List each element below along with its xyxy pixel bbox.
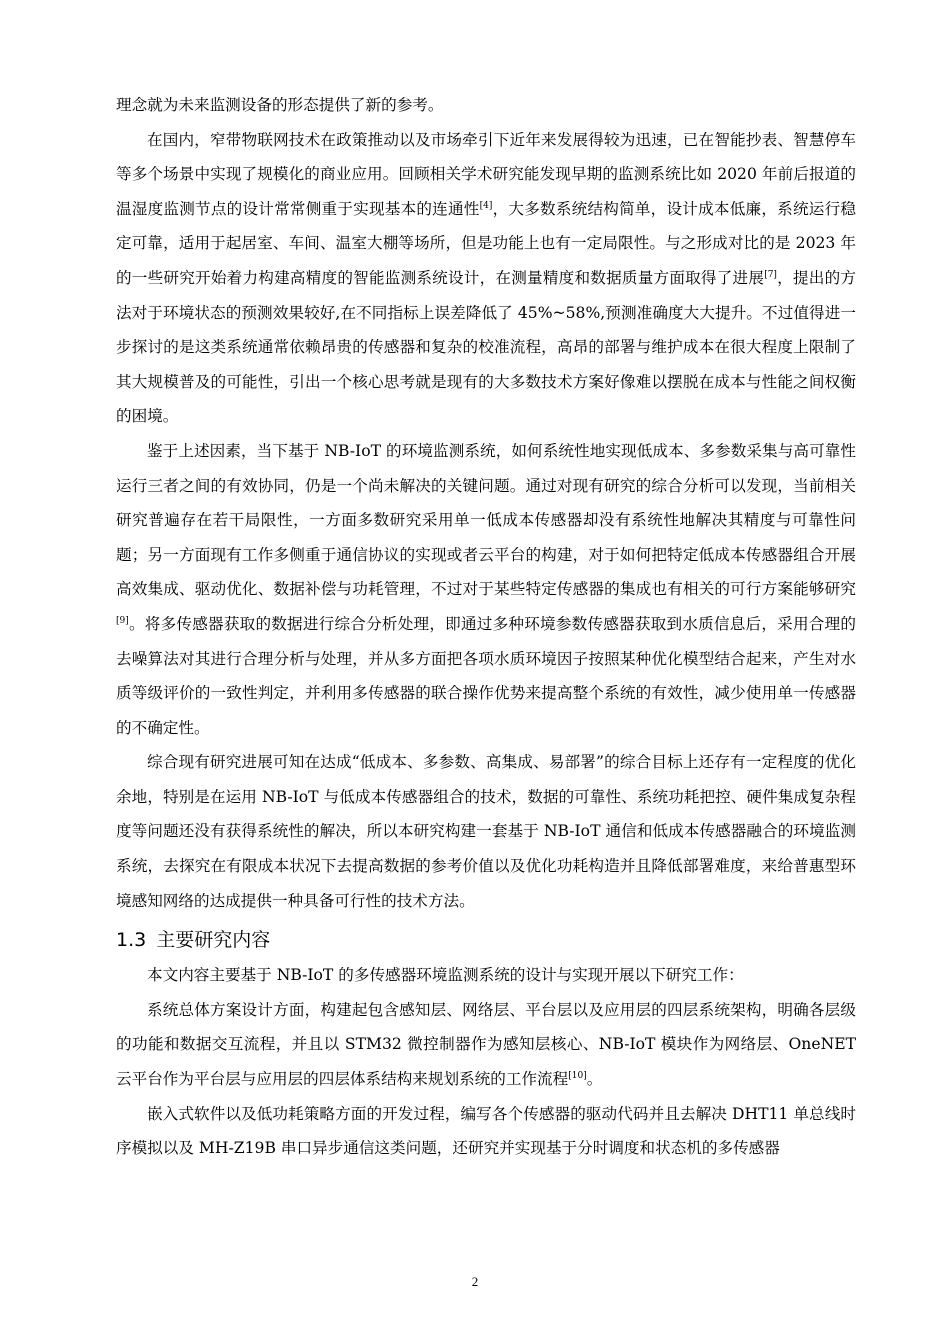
body-text-after-section [116, 958, 856, 1166]
paragraph [116, 958, 856, 993]
paragraph-text: 理念就为未来监测设备的形态提供了新的参考。 [116, 96, 444, 114]
paragraph [116, 123, 856, 434]
citation-ref: [7] [764, 269, 777, 280]
paragraph-text: 。将多传感器获取的数据进行综合分析处理，即通过多种环境参数传感器获取到水质信息后，采用合理的去噪算法对其进行合理分析与处理，并从多方面把各项水质环境因子按照某种优化模型结合起来，产生对水质等级评价的一致性判定，并利用多传感器的联合操作优势来提高整个系统的有效性，减少使用单一传感器的不确定性。 [116, 614, 856, 737]
page-body [116, 88, 856, 1166]
paragraph-text: 在国内，窄带物联网技术在政策推动以及市场牵引下近年来发展得较为迅速，已在智能抄表、智慧停车等多个场景中实现了规模化的商业应用。回顾相关学术研究能发现早期的监测系统比如 2020 年前后报道的温湿度监测节点的设计常常侧重于实现基本的连通性 [116, 130, 856, 218]
paragraph [116, 745, 856, 918]
paragraph-text: 嵌入式软件以及低功耗策略方面的开发过程，编写各个传感器的驱动代码并且去解决 DHT11 单总线时序模拟以及 MH-Z19B 串口异步通信这类问题，还研究并实现基于分时调度和状态机的多传感器 [116, 1104, 856, 1158]
paragraph-text: 。 [586, 1070, 603, 1089]
paragraph-text: ，提出的方法对于环境状态的预测效果较好,在不同指标上误差降低了 45%~58%,预测准确度大大提升。不过值得进一步探讨的是这类系统通常依赖昂贵的传感器和复杂的校准流程，高昂的部署与维护成本在很大程度上限制了其大规模普及的可能性，引出一个核心思考就是现有的大多数技术方案好像难以摆脱在成本与性能之间权衡的困境。 [116, 268, 856, 426]
paragraph [116, 993, 856, 1097]
paragraph-text: 系统总体方案设计方面，构建起包含感知层、网络层、平台层以及应用层的四层系统架构，明确各层级的功能和数据交互流程，并且以 STM32 微控制器作为感知层核心、NB-IoT 模块作为网络层、OneNET 云平台作为平台层与应用层的四层体系结构来规划系统的工作流程 [116, 1000, 856, 1089]
section-title: 主要研究内容 [156, 929, 271, 952]
paragraph-text: 鉴于上述因素，当下基于 NB-IoT 的环境监测系统，如何系统性地实现低成本、多参数采集与高可靠性运行三者之间的有效协同，仍是一个尚未解决的关键问题。通过对现有研究的综合分析可以发现，当前相关研究普遍存在若干局限性，一方面多数研究采用单一低成本传感器却没有系统性地解决其精度与可靠性问题；另一方面现有工作多侧重于通信协议的实现或者云平台的构建，对于如何把特定低成本传感器组合开展高效集成、驱动优化、数据补偿与功耗管理，不过对于某些特定传感器的集成也有相关的可行方案能够研究 [116, 441, 856, 599]
section-heading [116, 925, 856, 955]
section-number: 1.3 [116, 929, 147, 952]
paragraph [116, 434, 856, 745]
paragraph-text: 本文内容主要基于 NB-IoT 的多传感器环境监测系统的设计与实现开展以下研究工作： [147, 966, 744, 985]
body-text-before-section [116, 88, 856, 918]
paragraph [116, 88, 856, 123]
paragraph-text: 综合现有研究进展可知在达成“低成本、多参数、高集成、易部署”的综合目标上还存有一定程度的优化余地，特别是在运用 NB-IoT 与低成本传感器组合的技术，数据的可靠性、系统功耗把控、硬件集成复杂程度等问题还没有获得系统性的解决，所以本研究构建一套基于 NB-IoT 通信和低成本传感器融合的环境监测系统，去探究在有限成本状况下去提高数据的参考价值以及优化功耗构造并且降低部署难度，来给普惠型环境感知网络的达成提供一种具备可行性的技术方法。 [116, 753, 856, 910]
paragraph [116, 1097, 856, 1166]
paragraph-text: ，大多数系统结构简单，设计成本低廉，系统运行稳定可靠，适用于起居室、车间、温室大棚等场所，但是功能上也有一定局限性。与之形成对比的是 2023 年的一些研究开始着力构建高精度的智能监测系统设计，在测量精度和数据质量方面取得了进展 [116, 199, 856, 287]
citation-ref: [9] [116, 615, 129, 626]
citation-ref: [4] [479, 200, 493, 211]
citation-ref: [10] [568, 1070, 587, 1081]
page-number: 2 [471, 1274, 479, 1289]
